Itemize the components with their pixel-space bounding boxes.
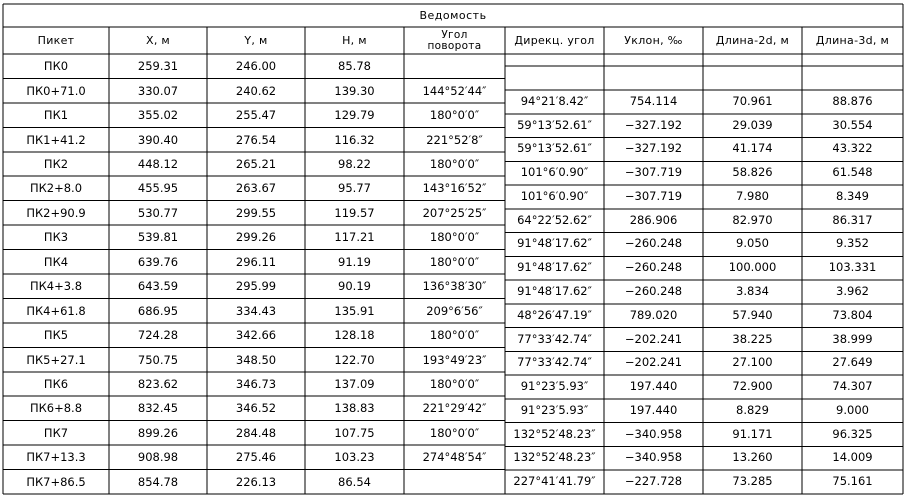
cell-y: 263.67 [235,181,277,196]
cell-turn-angle [404,54,505,78]
cell-picket: ПК4+61.8 [26,303,86,318]
cell-turn-angle: 180°0′0″ [429,425,480,440]
cell-picket: ПК6+8.8 [29,401,83,416]
table-title: Ведомость [419,9,487,22]
cell-picket: ПК7+13.3 [26,450,86,465]
cell-y: 226.13 [235,474,277,489]
cell-length-2d: 82.970 [732,212,773,227]
cell-length-2d: 27.100 [732,355,773,370]
cell-length-3d: 27.649 [832,355,873,370]
cell-length-2d: 13.260 [732,450,773,465]
cell-picket: ПК6 [43,376,69,391]
header-turn-angle-line1: Угол [441,29,468,41]
header-turn-angle-line2: поворота [427,40,482,52]
cell-length-3d: 96.325 [832,426,873,441]
cell-h: 103.23 [334,450,375,465]
cell-y: 342.66 [235,328,277,343]
cell-turn-angle: 180°0′0″ [429,156,480,171]
cell-y: 284.48 [235,425,277,440]
cell-length-3d: 9.000 [836,402,869,417]
cell-length-2d: 3.834 [736,283,769,298]
cell-x: 259.31 [137,59,179,74]
cell-x: 639.76 [137,254,179,269]
cell-direction: 91°48′17.62″ [517,260,592,275]
cell-x: 643.59 [137,279,179,294]
cell-length-2d: 7.980 [736,188,769,203]
cell-slope: 789.020 [629,307,678,322]
cell-h: 128.18 [334,328,375,343]
cell-y: 346.52 [235,401,277,416]
cell-h: 122.70 [334,352,375,367]
cell-turn-angle: 143°16′52″ [422,181,487,196]
cell-direction: 64°22′52.62″ [517,212,592,227]
cell-picket: ПК2+8.0 [29,181,83,196]
cell-length-2d: 9.050 [736,236,769,251]
cell-x: 724.28 [137,328,179,343]
header-turn-angle [404,28,505,54]
cell-slope: −202.241 [624,331,683,346]
cell-h: 139.30 [334,83,375,98]
cell-h: 90.19 [338,279,371,294]
cell-x: 455.95 [137,181,179,196]
cell-slope: 197.440 [629,379,678,394]
cell-slope: −227.728 [624,474,683,489]
cell-length-3d: 61.548 [832,165,873,180]
cell-y: 275.46 [235,450,277,465]
cell-length-2d: 91.171 [732,426,773,441]
header-y: Y, м [244,34,268,47]
cell-turn-angle: 180°0′0″ [429,328,480,343]
cell-x: 448.12 [137,156,179,171]
cell-direction: 101°6′0.90″ [520,188,589,203]
header-x: X, м [145,34,171,47]
cell-slope: −307.719 [624,188,683,203]
cell-x: 832.45 [137,401,179,416]
cell-picket: ПК2+90.9 [26,205,86,220]
cell-length-3d: 30.554 [832,117,873,132]
cell-slope: −307.719 [624,165,683,180]
cell-h: 91.19 [338,254,371,269]
cell-turn-angle: 209°6′56″ [426,303,483,318]
cell-x: 908.98 [137,450,179,465]
cell-x: 823.62 [137,376,179,391]
header-direction: Дирекц. угол [514,34,595,47]
cell-x: 854.78 [137,474,179,489]
cell-h: 85.78 [338,59,371,74]
cell-picket: ПК0 [43,59,69,74]
cell-slope: −260.248 [624,260,683,275]
cell-turn-angle: 274°48′54″ [422,450,487,465]
cell-h: 129.79 [334,108,375,123]
cell-h: 119.57 [334,205,375,220]
cell-y: 296.11 [235,254,277,269]
header-picket: Пикет [37,34,75,47]
cell-length-3d: 14.009 [832,450,873,465]
cell-y: 348.50 [235,352,277,367]
cell-length-3d: 74.307 [832,379,873,394]
cell-h: 138.83 [334,401,375,416]
cell-direction: 94°21′8.42″ [520,93,589,108]
cell-x: 355.02 [137,108,179,123]
cell-h: 98.22 [338,156,371,171]
cell-length-2d: 58.826 [732,165,773,180]
cell-length-2d: 70.961 [732,93,773,108]
cell-x: 686.95 [137,303,179,318]
cell-length-2d: 57.940 [732,307,773,322]
cell-picket: ПК4 [43,254,69,269]
cell-y: 299.55 [235,205,277,220]
cell-length-3d: 3.962 [836,283,869,298]
cell-slope: 286.906 [629,212,678,227]
cell-turn-angle: 221°29′42″ [422,401,487,416]
cell-y: 299.26 [235,230,277,245]
cell-picket: ПК0+71.0 [26,83,86,98]
cell-x: 390.40 [137,132,179,147]
cell-direction: 132°52′48.23″ [513,426,596,441]
cell-turn-angle: 136°38′30″ [422,279,487,294]
cell-h: 135.91 [334,303,375,318]
cell-y: 346.73 [235,376,277,391]
cell-picket: ПК5 [43,328,69,343]
cell-turn-angle: 180°0′0″ [429,376,480,391]
cell-direction: 77°33′42.74″ [517,331,592,346]
cell-direction: 48°26′47.19″ [517,307,592,322]
cell-slope: −202.241 [624,355,683,370]
cell-slope: −260.248 [624,236,683,251]
cell-length-3d: 8.349 [836,188,869,203]
cell-h: 86.54 [338,474,371,489]
cell-length-2d: 41.174 [732,141,773,156]
header-length-3d: Длина-3d, м [815,34,890,47]
cell-direction: 77°33′42.74″ [517,355,592,370]
cell-picket: ПК1+41.2 [26,132,86,147]
cell-length-2d: 100.000 [728,260,777,275]
cell-h: 137.09 [334,376,375,391]
cell-turn-angle: 180°0′0″ [429,230,480,245]
header-length-2d: Длина-2d, м [715,34,790,47]
cell-h: 95.77 [338,181,371,196]
cell-h: 107.75 [334,425,375,440]
cell-turn-angle: 193°49′23″ [422,352,487,367]
cell-length-2d: 38.225 [732,331,773,346]
cell-y: 295.99 [235,279,277,294]
cell-slope: −327.192 [624,117,683,132]
cell-x: 330.07 [137,83,179,98]
cell-length-3d: 86.317 [832,212,873,227]
cell-picket: ПК5+27.1 [26,352,86,367]
cell-direction: 59°13′52.61″ [517,141,592,156]
cell-h: 117.21 [334,230,375,245]
cell-slope: −327.192 [624,141,683,156]
header-slope: Уклон, ‰ [624,34,683,47]
cell-direction: 91°48′17.62″ [517,236,592,251]
cell-turn-angle: 180°0′0″ [429,108,480,123]
cell-picket: ПК1 [43,108,69,123]
cell-x: 530.77 [137,205,179,220]
cell-slope: −340.958 [624,426,683,441]
cell-y: 334.43 [235,303,277,318]
cell-picket: ПК2 [43,156,69,171]
cell-length-2d: 29.039 [732,117,773,132]
cell-length-2d: 72.900 [732,379,773,394]
cell-turn-angle: 144°52′44″ [422,83,487,98]
cell-direction: 91°23′5.93″ [520,402,589,417]
cell-slope: 754.114 [629,93,678,108]
cell-length-3d: 88.876 [832,93,873,108]
cell-length-3d: 9.352 [836,236,869,251]
cell-picket: ПК7 [43,425,69,440]
cell-slope: −340.958 [624,450,683,465]
cell-length-2d: 8.829 [736,402,769,417]
cell-direction: 91°23′5.93″ [520,379,589,394]
cell-slope: −260.248 [624,283,683,298]
cell-x: 899.26 [137,425,179,440]
cell-length-3d: 103.331 [828,260,877,275]
cell-length-3d: 43.322 [832,141,873,156]
cell-turn-angle: 180°0′0″ [429,254,480,269]
cell-picket: ПК4+3.8 [29,279,83,294]
cell-direction: 132°52′48.23″ [513,450,596,465]
cell-y: 240.62 [235,83,277,98]
header-h: H, м [342,34,367,47]
cell-length-3d: 75.161 [832,474,873,489]
cell-h: 116.32 [334,132,375,147]
cell-y: 246.00 [235,59,277,74]
cell-y: 276.54 [235,132,277,147]
cell-turn-angle: 221°52′8″ [426,132,483,147]
cell-x: 750.75 [137,352,179,367]
cell-direction: 101°6′0.90″ [520,165,589,180]
cell-y: 255.47 [235,108,277,123]
cell-length-3d: 38.999 [832,331,873,346]
cell-turn-angle: 207°25′25″ [422,205,487,220]
cell-picket: ПК7+86.5 [26,474,86,489]
cell-length-3d: 73.804 [832,307,873,322]
cell-direction: 91°48′17.62″ [517,283,592,298]
cell-length-2d: 73.285 [732,474,773,489]
cell-direction: 59°13′52.61″ [517,117,592,132]
cell-y: 265.21 [235,156,277,171]
cell-direction: 227°41′41.79″ [513,474,596,489]
cell-turn-angle [404,470,505,494]
cell-picket: ПК3 [43,230,69,245]
cell-slope: 197.440 [629,402,678,417]
cell-x: 539.81 [137,230,179,245]
